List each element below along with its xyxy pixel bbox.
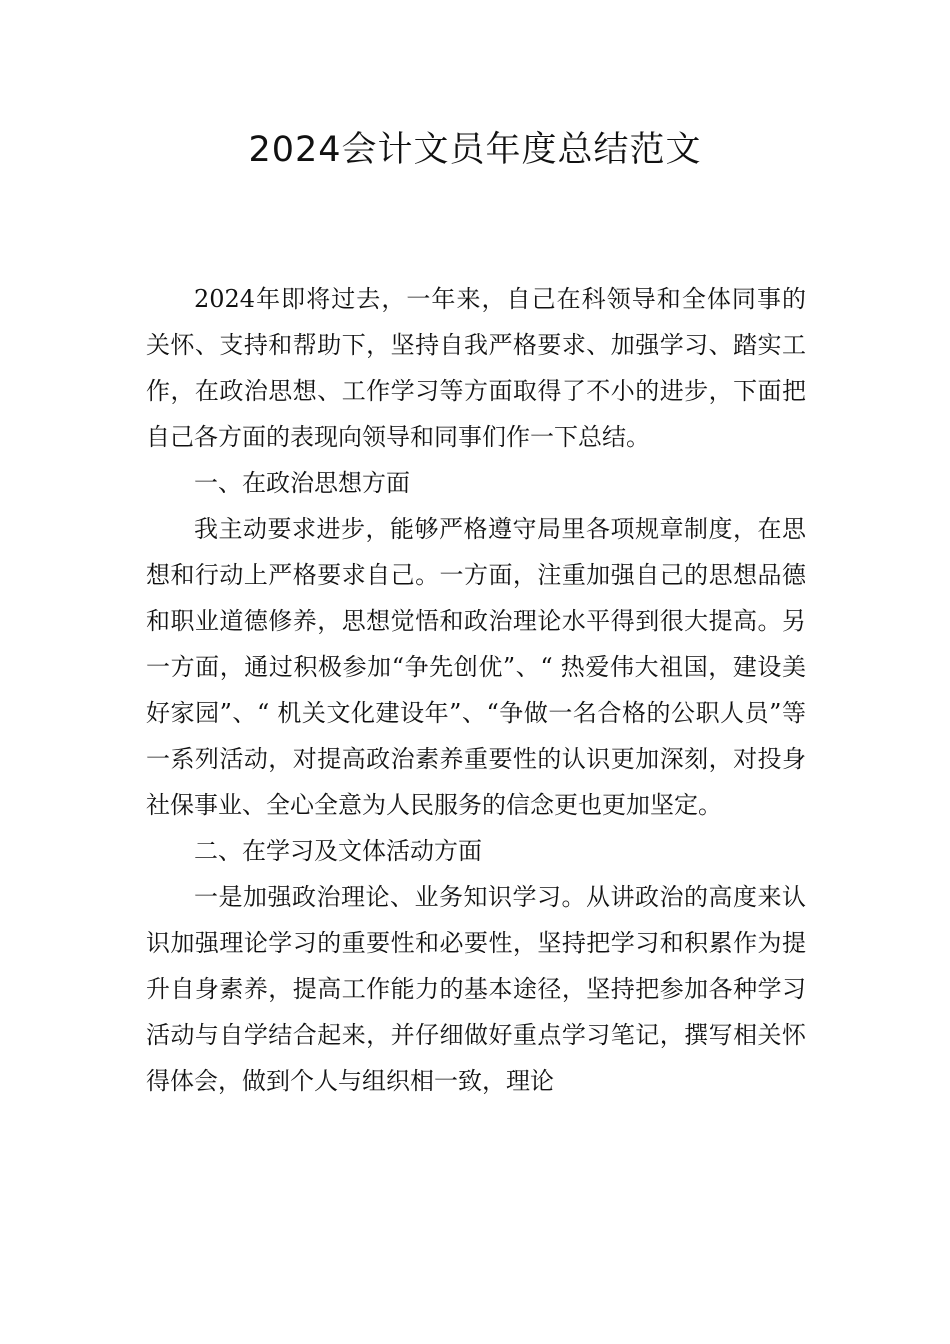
section-heading-study: 二、在学习及文体活动方面 bbox=[194, 837, 482, 865]
paragraph-intro: 2024年即将过去，一年来，自己在科领导和全体同事的关怀、支持和帮助下，坚持自我严格要求、加强学习、踏实工作，在政治思想、工作学习等方面取得了不小的进步，下面把自己各方面的表现向领导和同事们作一下总结。 bbox=[146, 285, 806, 451]
paragraph-study: 一是加强政治理论、业务知识学习。从讲政治的高度来认识加强理论学习的重要性和必要性，坚持把学习和积累作为提升自身素养，提高工作能力的基本途径，坚持把参加各种学习活动与自学结合起来，并仔细做好重点学习笔记，撰写相关怀得体会，做到个人与组织相一致，理论 bbox=[146, 883, 806, 1095]
section-heading-politics: 一、在政治思想方面 bbox=[194, 469, 410, 497]
paragraph-politics: 我主动要求进步，能够严格遵守局里各项规章制度，在思想和行动上严格要求自己。一方面，注重加强自己的思想品德和职业道德修养，思想觉悟和政治理论水平得到很大提高。另一方面，通过积极参加“争先创优”、“ 热爱伟大祖国，建设美好家园”、“ 机关文化建设年”、“争做一名合格的公职人员”等一系列活动，对提高政治素养重要性的认识更加深刻，对投身社保事业、全心全意为人民服务的信念更也更加坚定。 bbox=[146, 515, 806, 819]
document-body bbox=[146, 276, 806, 1104]
document-title: 2024会计文员年度总结范文 bbox=[248, 130, 702, 170]
